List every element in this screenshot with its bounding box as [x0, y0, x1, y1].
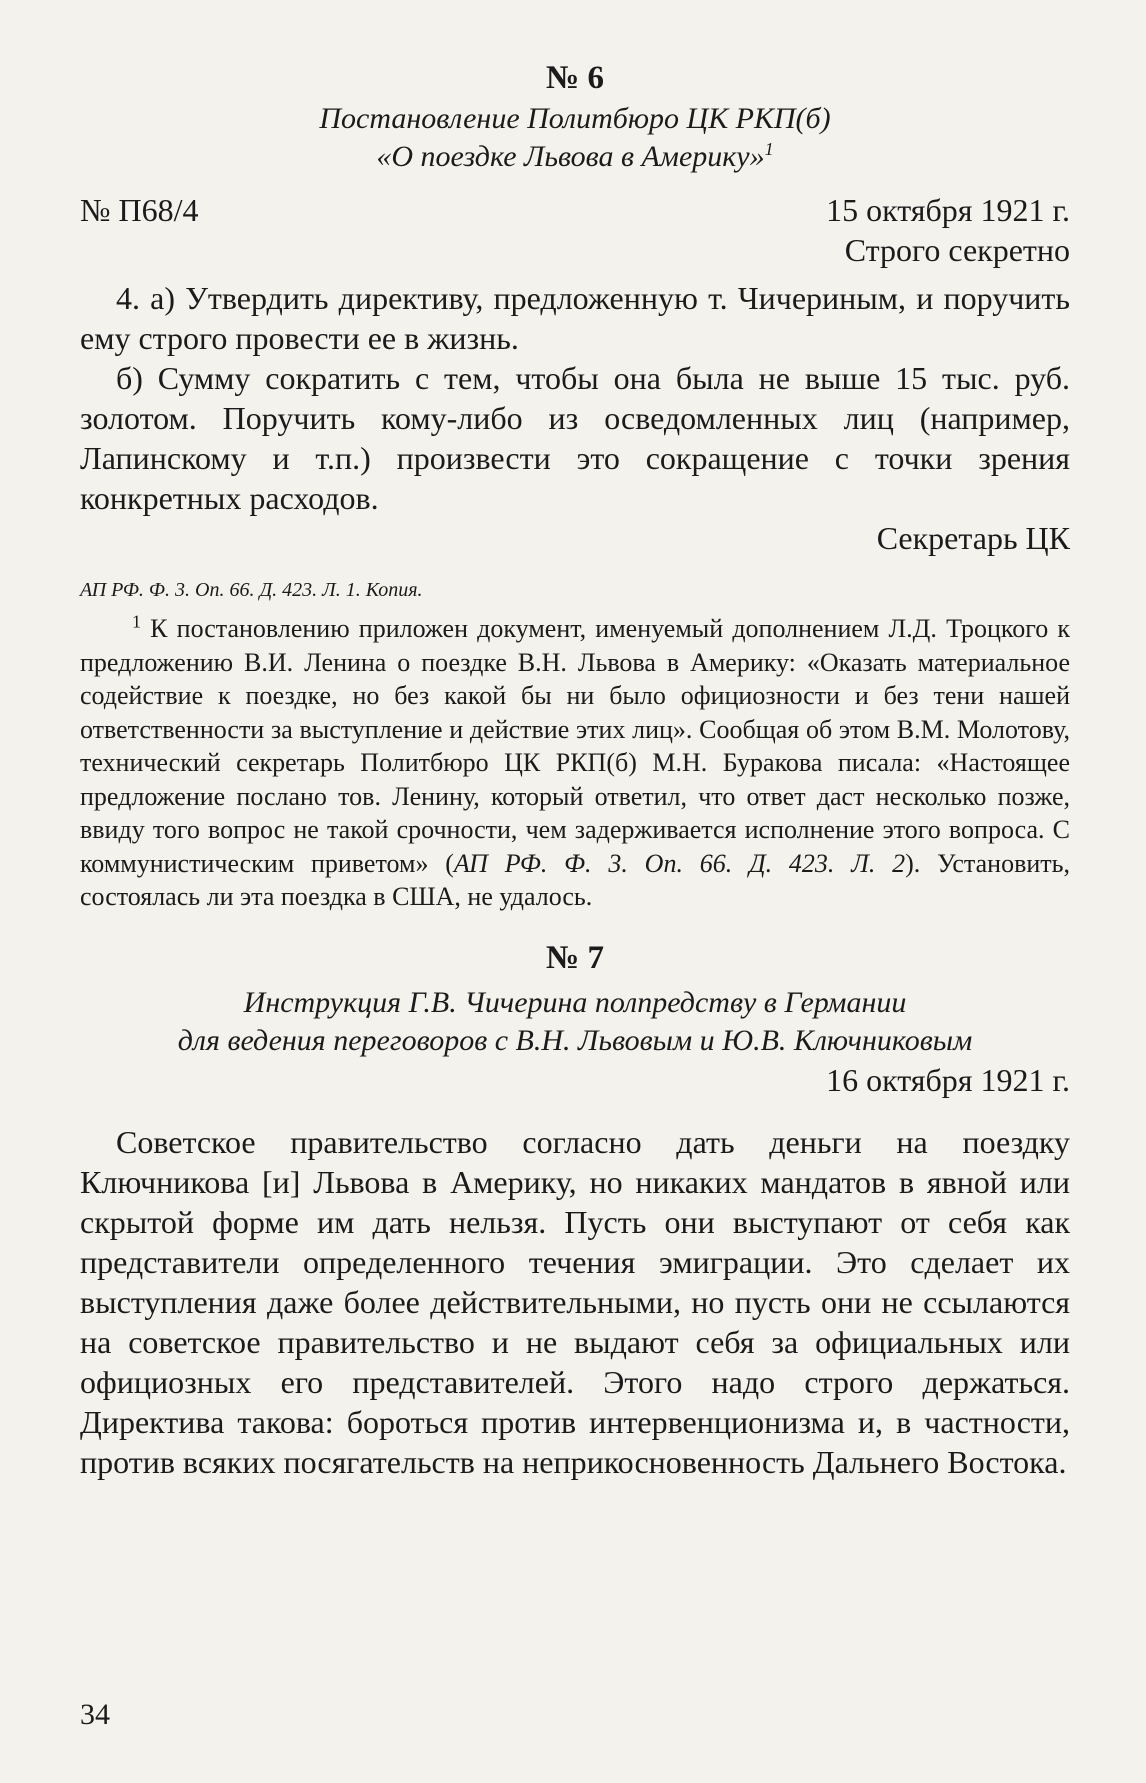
doc6-signature: Секретарь ЦК: [876, 520, 1070, 556]
footnote-text-1: К постановлению приложен документ, именуемый дополнением Л.Д. Троцкого к предложению В.И. Ленина о поездке В.Н. Львова в Америку: «Оказать материальное содействие к поездке, но без какой бы ни было официозности и без тени нашей ответственности за выступление и действие этих лиц». Сообщая об этом В.М. Молотову, технический секретарь Политбюро ЦК РКП(б) М.Н. Буракова писала: «Настоящее предложение послано тов. Ленину, который ответил, что ответ даст несколько позже, ввиду того вопрос не такой срочности, чем задерживается исполнение этого вопроса. С коммунистическим приветом» (: [80, 614, 1071, 878]
doc7-title-line1: Инструкция Г.В. Чичерина полпредству в Германии: [243, 985, 907, 1019]
doc6-classification: Строго секретно: [844, 232, 1070, 268]
doc6-title-line2: [80, 138, 1070, 176]
footnote-text-2: ). Установить, состоялась ли эта поездка в США, не удалось.: [80, 848, 1070, 911]
document-page: [80, 56, 1070, 1482]
doc6-para-a: 4. а) Утвердить директиву, предложенную т. Чичериным, и поручить ему строго провести ее в жизнь.: [80, 280, 1070, 356]
doc6-protocol: № П68/4: [80, 192, 199, 228]
doc6-para-b: б) Сумму сократить с тем, чтобы она была не выше 15 тыс. руб. золотом. Поручить кому-либо из осведомленных лиц (например, Лапинскому и т.п.) произвести это сокращение с точки зрения конкретных расходов.: [80, 360, 1070, 516]
doc7-title: [80, 984, 1070, 1060]
doc6-footnote-mark: 1: [764, 139, 774, 159]
page-number: 34: [80, 1698, 110, 1731]
doc7-number: № 7: [546, 939, 604, 976]
doc6-number: № 6: [546, 60, 604, 96]
footnote-archive-ref: АП РФ. Ф. 3. Оп. 66. Д. 423. Л. 2: [453, 848, 906, 878]
doc6-source: АП РФ. Ф. 3. Оп. 66. Д. 423. Л. 1. Копия.: [80, 579, 423, 601]
doc6-title-line2-text: «О поездке Львова в Америку»: [376, 140, 765, 173]
footnote-number: 1: [132, 611, 141, 632]
doc7-body: Советское правительство согласно дать деньги на поездку Ключникова [и] Львова в Америку, но никаких мандатов в явной или скрытой форме им дать нельзя. Пусть они выступают от себя как представители определенного течения эмиграции. Это сделает их выступления даже более действительными, но пусть они не ссылаются на советское правительство и не выдают себя за официальных или официозных его представителей. Этого надо строго держаться. Директива такова: бороться против интервенционизма и, в частности, против всяких посягательств на неприкосновенность Дальнего Востока.: [80, 1123, 1070, 1480]
doc6-footnote: [80, 612, 1070, 914]
doc6-header-row: [80, 190, 1070, 230]
doc6-title-line1: Постановление Политбюро ЦК РКП(б): [319, 102, 831, 135]
doc6-date: 15 октября 1921 г.: [826, 192, 1070, 228]
doc6-title: [80, 100, 1070, 176]
doc7-title-line2: для ведения переговоров с В.Н. Львовым и Ю.В. Ключниковым: [177, 1023, 973, 1057]
doc7-date: 16 октября 1921 г.: [826, 1061, 1070, 1098]
